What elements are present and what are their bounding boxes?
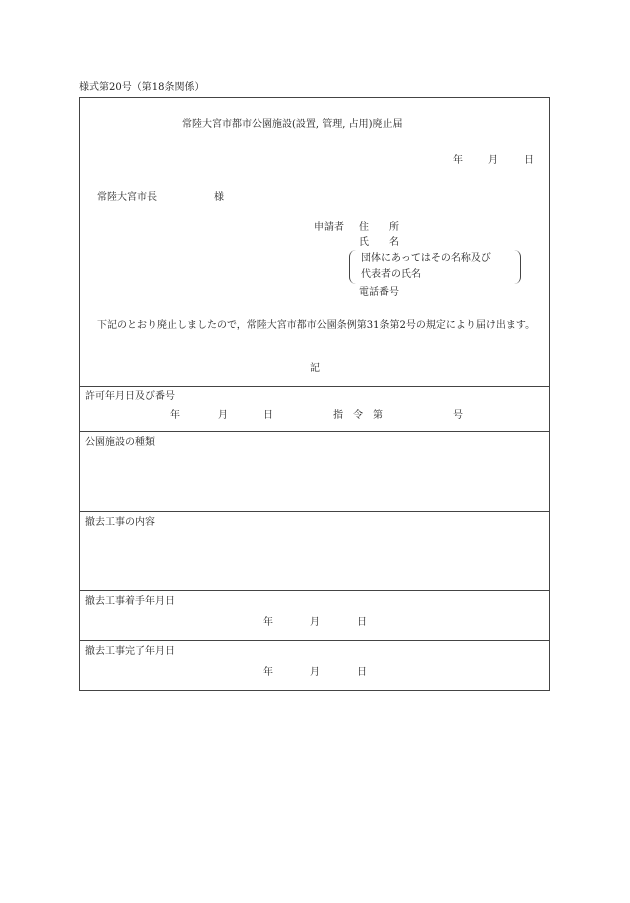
addressee-honorific: 様	[214, 192, 224, 203]
bracket-right	[513, 250, 521, 284]
permit-label: 許可年月日及び番号	[85, 391, 175, 402]
date-month: 月	[488, 155, 498, 166]
date-day: 日	[524, 155, 534, 166]
group-note-line1: 団体にあってはその名称及び	[361, 253, 491, 264]
applicant-phone-label: 電話番号	[359, 287, 399, 298]
completion-date-label: 撤去工事完了年月日	[85, 646, 175, 657]
permit-year: 年	[170, 410, 180, 421]
permit-directive: 指 令 第	[333, 410, 383, 421]
applicant-address-label: 住 所	[359, 222, 399, 233]
start-month: 月	[310, 617, 320, 628]
applicant-name-label: 氏 名	[359, 237, 399, 248]
date-year: 年	[453, 155, 463, 166]
start-year: 年	[263, 617, 273, 628]
bracket-left	[349, 250, 357, 284]
divider-3	[79, 511, 550, 512]
applicant-label: 申請者	[314, 222, 344, 233]
form-number: 様式第20号（第18条関係）	[79, 82, 205, 93]
permit-number: 号	[453, 410, 463, 421]
body-text: 下記のとおり廃止しましたので，常陸大宮市都市公園条例第31条第2号の規定により届け出ます。	[97, 320, 536, 331]
completion-day: 日	[357, 667, 367, 678]
form-title: 常陸大宮市都市公園施設(設置, 管理, 占用)廃止届	[182, 119, 403, 130]
removal-content-label: 撤去工事の内容	[85, 517, 155, 528]
divider-5	[79, 640, 550, 641]
divider-2	[79, 431, 550, 432]
start-date-label: 撤去工事着手年月日	[85, 596, 175, 607]
divider-1	[79, 386, 550, 387]
start-day: 日	[357, 617, 367, 628]
permit-day: 日	[263, 410, 273, 421]
addressee-name: 常陸大宮市長	[97, 192, 157, 203]
permit-month: 月	[218, 410, 228, 421]
completion-year: 年	[263, 667, 273, 678]
divider-4	[79, 590, 550, 591]
completion-month: 月	[310, 667, 320, 678]
ki-label: 記	[310, 363, 320, 374]
facility-type-label: 公園施設の種類	[85, 437, 155, 448]
group-note-line2: 代表者の氏名	[361, 269, 421, 280]
